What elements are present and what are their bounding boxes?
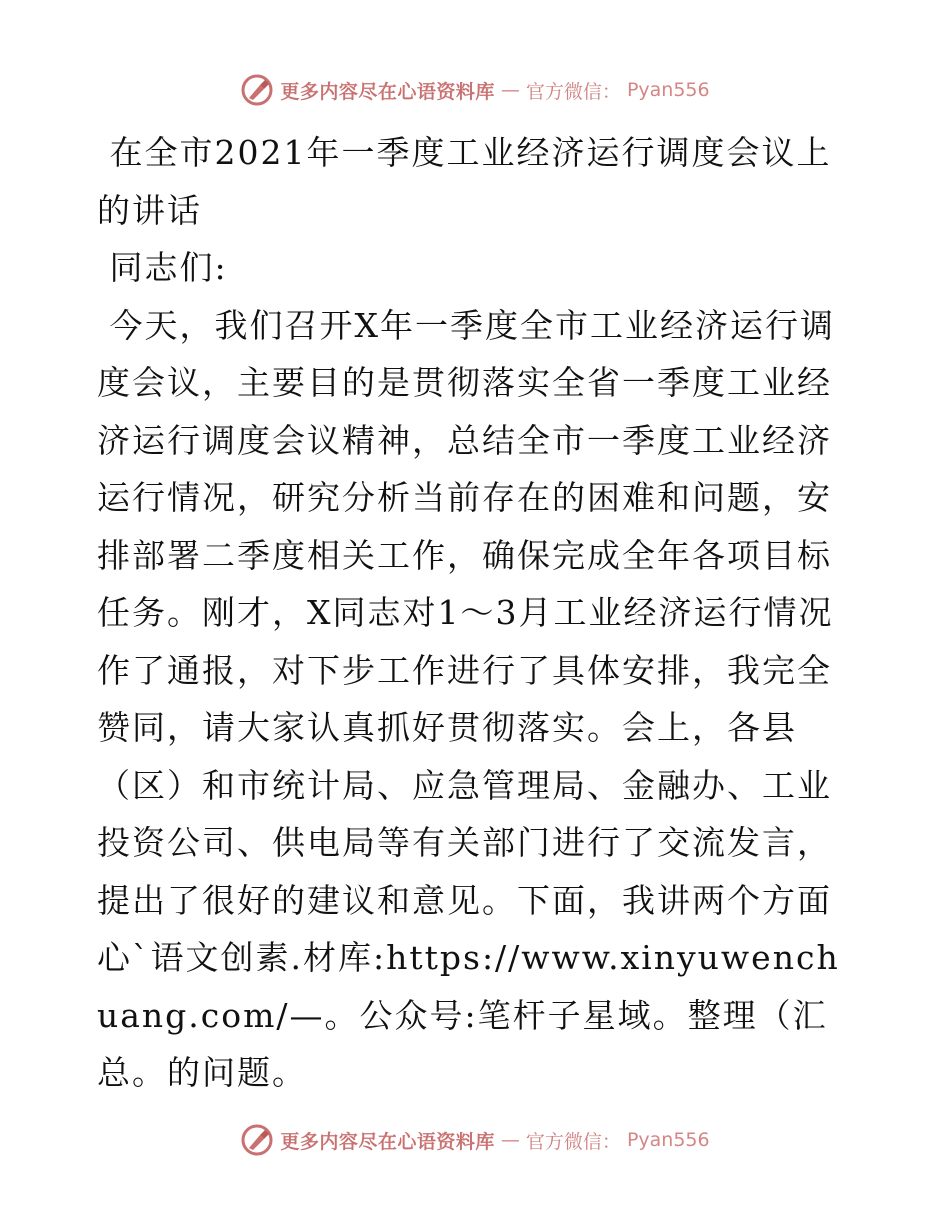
document-body (97, 124, 857, 1102)
watermark-separator: — (500, 1129, 520, 1151)
watermark-brand-text: 更多内容尽在心语资料库 (280, 80, 495, 103)
watermark-wechat-id: Pyan556 (626, 1129, 710, 1151)
watermark-wechat-label: 官方微信： (525, 1130, 621, 1153)
watermark-wechat-id: Pyan556 (626, 79, 710, 101)
pen-nib-logo-icon (240, 73, 274, 107)
watermark-separator: — (500, 79, 520, 101)
document-paragraph: 今天，我们召开X年一季度全市工业经济运行调度会议，主要目的是贯彻落实全省一季度工业经济运行调度会议精神，总结全市一季度工业经济运行情况，研究分析当前存在的困难和问题，安排部署二季度相关工作，确保完成全年各项目标任务。刚才，X同志对1～3月工业经济运行情况作了通报，对下步工作进行了具体安排，我完全赞同，请大家认真抓好贯彻落实。会上，各县（区）和市统计局、应急管理局、金融办、工业投资公司、供电局等有关部门进行了交流发言，提出了很好的建议和意见。下面，我讲两个方面心`语文创素.材库:https://www.xinyuwenchuang.com/—。公众号:笔杆子星域。整理（汇总。的问题。 (97, 305, 840, 1092)
document-title: 在全市2021年一季度工业经济运行调度会议上的讲话 (97, 133, 832, 230)
watermark-brand-text: 更多内容尽在心语资料库 (280, 1130, 495, 1153)
watermark-wechat-label: 官方微信： (525, 80, 621, 103)
header-watermark-banner (0, 70, 950, 110)
footer-watermark-banner (0, 1120, 950, 1160)
pen-nib-logo-icon (240, 1123, 274, 1157)
document-greeting: 同志们: (97, 248, 228, 287)
